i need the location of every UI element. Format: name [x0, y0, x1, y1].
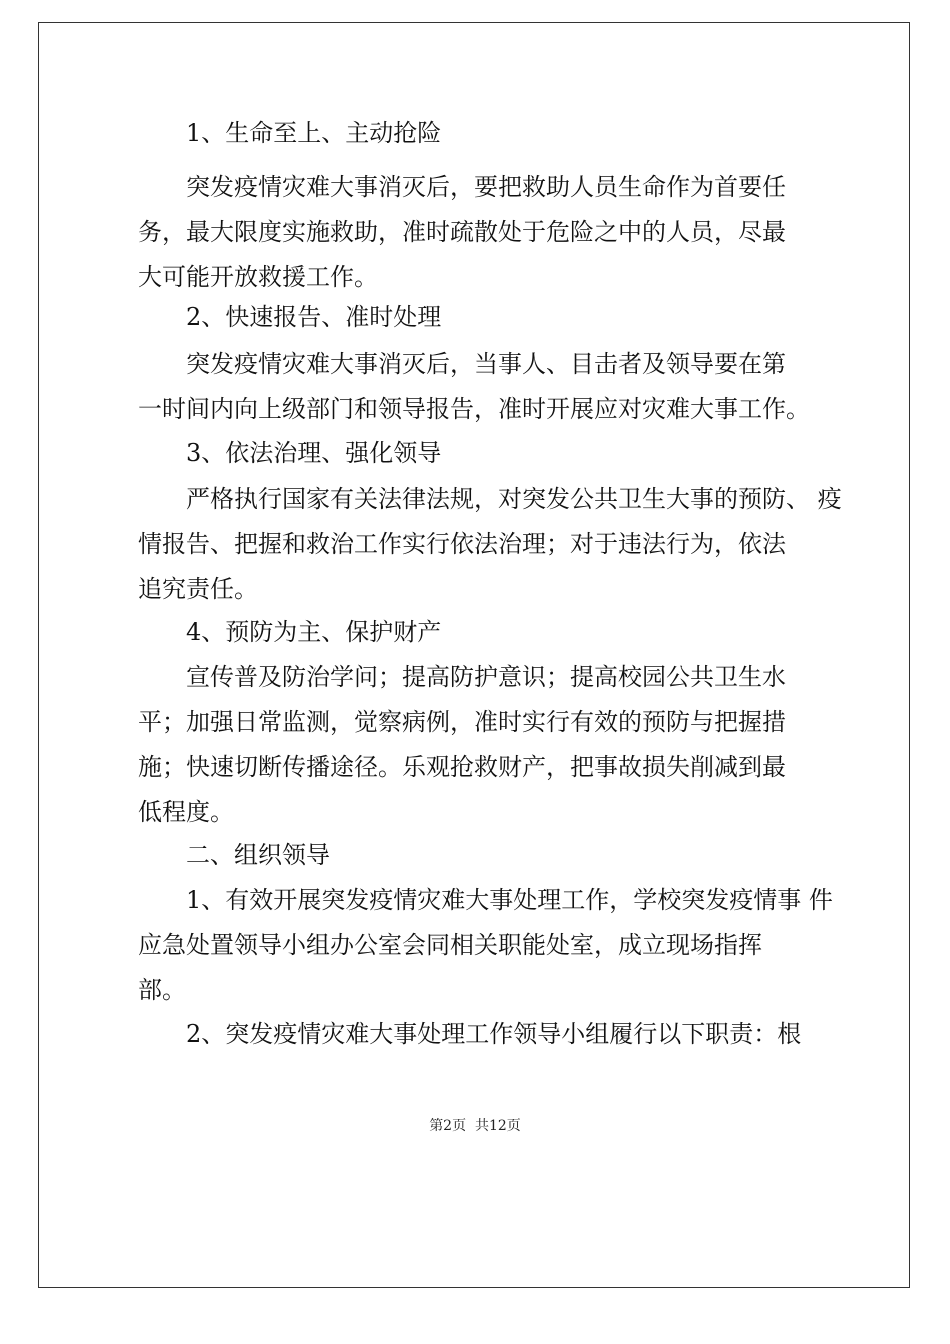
paragraph-line: 一时间内向上级部门和领导报告，准时开展应对灾难大事工作。 [138, 395, 810, 423]
heading-1: 1、生命至上、主动抢险 [186, 119, 442, 147]
heading-2: 2、快速报告、准时处理 [186, 303, 442, 331]
page-border [38, 22, 910, 1288]
heading-4: 4、预防为主、保护财产 [186, 618, 442, 646]
paragraph-line: 突发疫情灾难大事消灭后，当事人、目击者及领导要在第 [186, 350, 786, 378]
paragraph-line: 宣传普及防治学问；提高防护意识；提高校园公共卫生水 [186, 663, 786, 691]
paragraph-line: 施；快速切断传播途径。乐观抢救财产，把事故损失削减到最 [138, 753, 786, 781]
paragraph-line: 2、突发疫情灾难大事处理工作领导小组履行以下职责：根 [186, 1020, 802, 1048]
paragraph-line: 追究责任。 [138, 575, 258, 603]
paragraph-line: 严格执行国家有关法律法规，对突发公共卫生大事的预防、 疫 [186, 485, 842, 513]
paragraph-line: 情报告、把握和救治工作实行依法治理；对于违法行为，依法 [138, 530, 786, 558]
heading-3: 3、依法治理、强化领导 [186, 439, 442, 467]
paragraph-line: 突发疫情灾难大事消灭后，要把救助人员生命作为首要任 [186, 173, 786, 201]
paragraph-line: 1、有效开展突发疫情灾难大事处理工作，学校突发疫情事 件 [186, 886, 833, 914]
paragraph-line: 务，最大限度实施救助，准时疏散处于危险之中的人员，尽最 [138, 218, 786, 246]
page-number: 第2页 共12页 [429, 1118, 521, 1134]
paragraph-line: 平；加强日常监测，觉察病例，准时实行有效的预防与把握措 [138, 708, 786, 736]
paragraph-line: 部。 [138, 976, 186, 1004]
paragraph-line: 低程度。 [138, 798, 234, 826]
paragraph-line: 大可能开放救援工作。 [138, 263, 378, 291]
section-heading: 二、组织领导 [186, 841, 330, 869]
paragraph-line: 应急处置领导小组办公室会同相关职能处室，成立现场指挥 [138, 931, 762, 959]
